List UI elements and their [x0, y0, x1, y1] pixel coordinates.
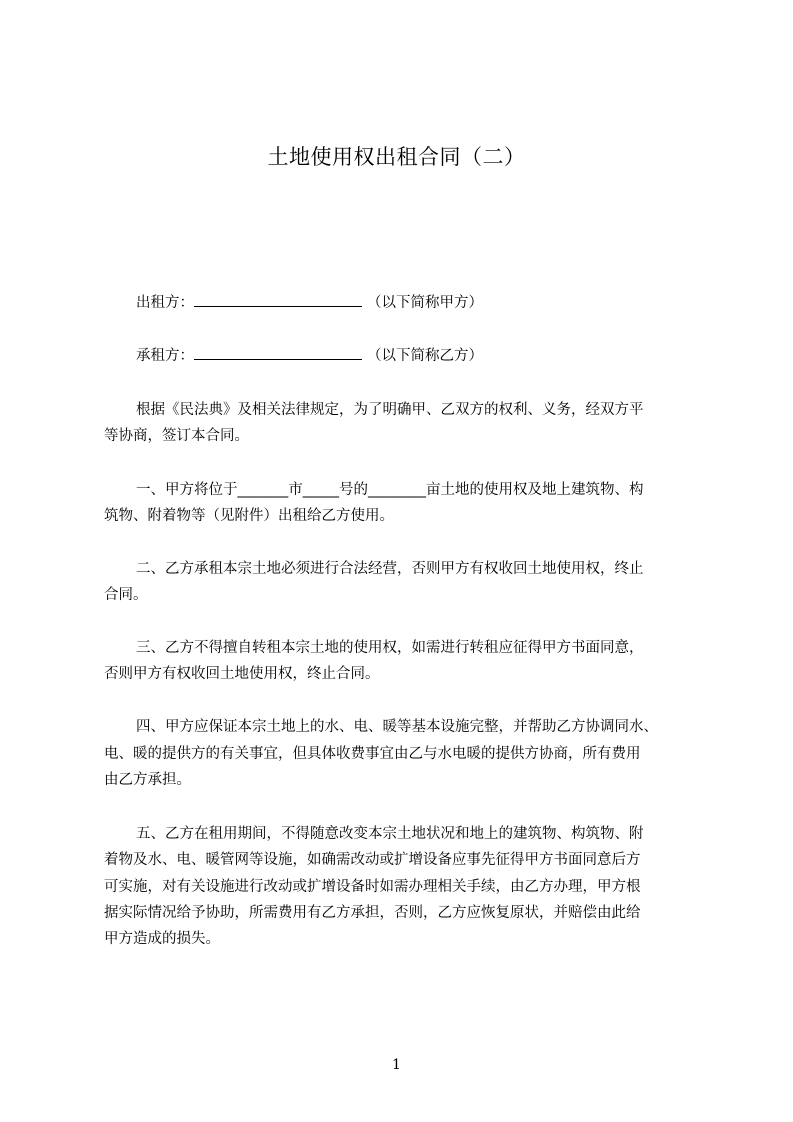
- lessor-name-blank[interactable]: [194, 292, 362, 307]
- clause1-line-1: 一、甲方将位于_______市_____号的________亩土地的使用权及地上建筑物、构: [136, 482, 644, 498]
- clause5-line-3: 可实施，对有关设施进行改动或扩增设备时如需办理相关手续，由乙方办理，甲方根: [104, 879, 641, 895]
- preamble-line-2: 等协商，签订本合同。: [104, 428, 249, 444]
- lessee-label: 承租方：: [136, 348, 194, 364]
- lessor-line: [136, 292, 736, 312]
- clause5-line-2: 着物及水、电、暖管网等设施，如确需改动或扩增设备应事先征得甲方书面同意后方: [104, 852, 641, 868]
- clause3-line-1: 三、乙方不得擅自转租本宗土地的使用权，如需进行转租应征得甲方书面同意，: [136, 640, 644, 656]
- clause3-line-2: 否则甲方有权收回土地使用权，终止合同。: [104, 666, 380, 682]
- clause5-line-1: 五、乙方在租用期间，不得随意改变本宗土地状况和地上的建筑物、构筑物、附: [136, 826, 644, 842]
- clause4-line-3: 由乙方承担。: [104, 772, 191, 788]
- clause2-line-2: 合同。: [104, 587, 148, 603]
- lessee-suffix: （以下简称乙方）: [367, 348, 483, 364]
- clause1-line-2: 筑物、附着物等（见附件）出租给乙方使用。: [104, 508, 394, 524]
- lessee-line: [136, 345, 736, 365]
- page-number: 1: [392, 1057, 401, 1073]
- clause2-line-1: 二、乙方承租本宗土地必须进行合法经营，否则甲方有权收回土地使用权，终止: [136, 561, 644, 577]
- preamble-line-1: 根据《民法典》及相关法律规定，为了明确甲、乙双方的权利、义务，经双方平: [136, 402, 644, 418]
- clause5-line-4: 据实际情况给予协助，所需费用有乙方承担，否则，乙方应恢复原状，并赔偿由此给: [104, 905, 641, 921]
- clause5-line-5: 甲方造成的损失。: [104, 931, 220, 947]
- lessor-suffix: （以下简称甲方）: [367, 295, 483, 311]
- lessee-name-blank[interactable]: [194, 345, 362, 360]
- clause4-line-2: 电、暖的提供方的有关事宜，但具体收费事宜由乙与水电暖的提供方协商，所有费用: [104, 746, 641, 762]
- document-title: 土地使用权出租合同（二）: [267, 145, 526, 169]
- clause4-line-1: 四、甲方应保证本宗土地上的水、电、暖等基本设施完整，并帮助乙方协调同水、: [136, 719, 658, 735]
- lessor-label: 出租方：: [136, 295, 194, 311]
